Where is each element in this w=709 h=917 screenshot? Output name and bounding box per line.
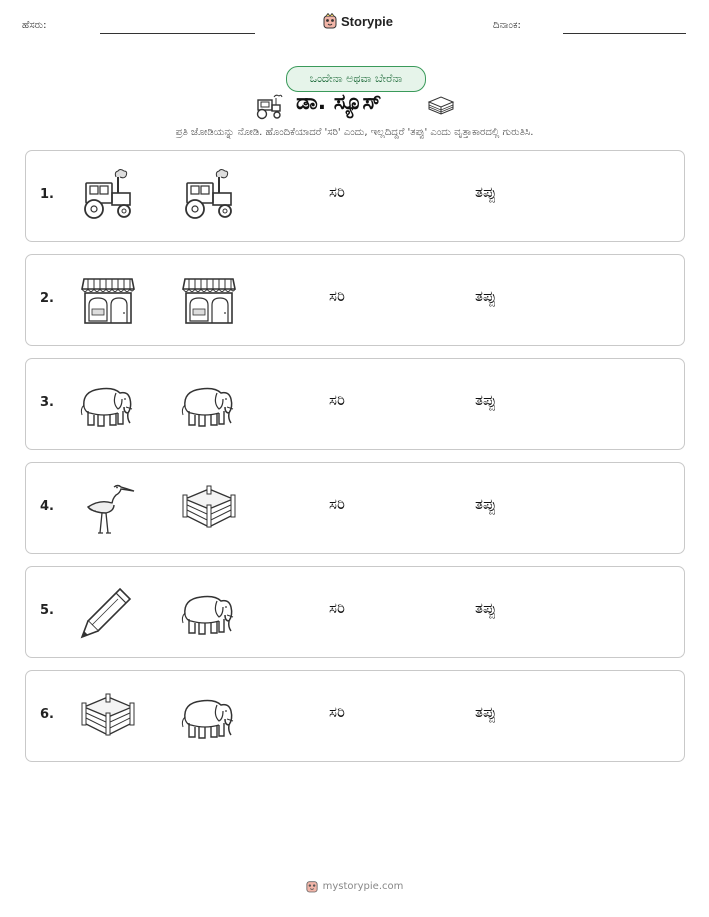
footer — [0, 879, 709, 893]
shop-icon — [179, 273, 239, 327]
tractor-icon — [78, 169, 138, 223]
shop-icon — [78, 273, 138, 327]
elephant-icon — [78, 377, 138, 431]
question-number: 6. — [40, 707, 54, 722]
storypie-mascot-icon — [323, 13, 337, 29]
name-label: ಹೆಸರು: — [22, 20, 47, 31]
question-number: 1. — [40, 187, 54, 202]
question-number: 5. — [40, 603, 54, 618]
name-line[interactable] — [100, 33, 255, 34]
answer-yes[interactable]: ಸರಿ — [329, 183, 345, 201]
boxing-ring-icon — [78, 689, 138, 743]
answer-no[interactable]: ತಪ್ಪು — [475, 183, 497, 201]
answer-yes[interactable]: ಸರಿ — [329, 599, 345, 617]
footer-site[interactable]: mystorypie.com — [322, 880, 404, 892]
stork-icon — [78, 481, 138, 535]
question-card — [25, 254, 685, 346]
boxing-ring-icon — [179, 481, 239, 535]
question-card — [25, 566, 685, 658]
elephant-icon — [179, 585, 239, 639]
worksheet-tag: ಒಂದೇನಾ ಅಥವಾ ಬೇರೆನಾ — [286, 66, 426, 92]
date-line[interactable] — [563, 33, 686, 34]
question-card — [25, 670, 685, 762]
question-number: 2. — [40, 291, 54, 306]
title-row — [0, 90, 709, 124]
question-card — [25, 150, 685, 242]
storypie-mascot-icon — [306, 879, 318, 893]
answer-no[interactable]: ತಪ್ಪು — [475, 287, 497, 305]
boxing-ring-icon — [426, 94, 456, 118]
date-label: ದಿನಾಂಕ: — [493, 20, 521, 31]
answer-yes[interactable]: ಸರಿ — [329, 287, 345, 305]
brand-logo — [323, 13, 393, 29]
instructions: ಪ್ರತಿ ಜೋಡಿಯನ್ನು ನೋಡಿ. ಹೊಂದಿಕೆಯಾದರೆ 'ಸರಿ' ಎಂದು, ಇಲ್ಲದಿದ್ದರೆ 'ತಪ್ಪು' ಎಂದು ವೃತ್ತಾಕಾರದಲ್ಲಿ ಗುರುತಿಸಿ. — [175, 127, 534, 138]
tractor-icon — [254, 94, 284, 120]
answer-no[interactable]: ತಪ್ಪು — [475, 391, 497, 409]
elephant-icon — [179, 377, 239, 431]
answer-yes[interactable]: ಸರಿ — [329, 495, 345, 513]
answer-no[interactable]: ತಪ್ಪು — [475, 599, 497, 617]
pencil-icon — [78, 585, 138, 639]
question-card — [25, 462, 685, 554]
question-card — [25, 358, 685, 450]
question-number: 3. — [40, 395, 54, 410]
brand-name: Storypie — [341, 13, 394, 29]
elephant-icon — [179, 689, 239, 743]
tractor-icon — [179, 169, 239, 223]
answer-no[interactable]: ತಪ್ಪು — [475, 703, 497, 721]
worksheet-header — [0, 10, 709, 40]
answer-yes[interactable]: ಸರಿ — [329, 703, 345, 721]
worksheet-title: ಡಾ. ಸ್ಯೂಸ್ — [296, 90, 382, 115]
answer-no[interactable]: ತಪ್ಪು — [475, 495, 497, 513]
question-number: 4. — [40, 499, 54, 514]
answer-yes[interactable]: ಸರಿ — [329, 391, 345, 409]
